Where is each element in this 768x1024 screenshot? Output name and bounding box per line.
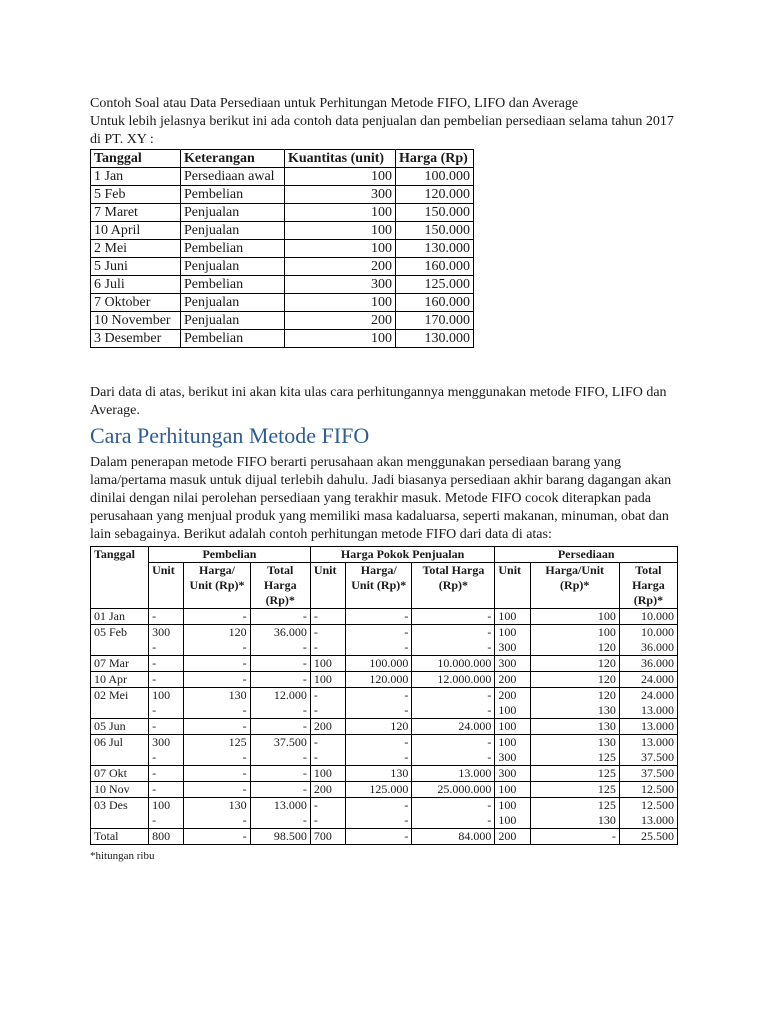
fifo-table-cell: 100: [310, 766, 345, 782]
fifo-table-cell: -: [250, 609, 310, 625]
fifo-table-cell: 05 Jun: [91, 719, 149, 735]
fifo-table-cell: 13.000 -: [250, 798, 310, 829]
fifo-table-cell: 12.500: [619, 782, 677, 798]
fifo-table-cell: 13.000 37.500: [619, 735, 677, 766]
fifo-table-row: [91, 735, 678, 766]
fifo-table-cell: 300 -: [149, 735, 184, 766]
fifo-sub-header: Unit: [310, 563, 345, 609]
table-cell: 5 Feb: [91, 186, 181, 204]
fifo-table-cell: 300 -: [149, 625, 184, 656]
table-row: [91, 168, 474, 186]
table-cell: 160.000: [396, 294, 474, 312]
fifo-table-cell: 130: [530, 719, 619, 735]
fifo-table-row: [91, 719, 678, 735]
fifo-table-cell: 200: [310, 782, 345, 798]
fifo-table-cell: 13.000: [412, 766, 495, 782]
fifo-table-cell: 100 -: [149, 798, 184, 829]
table-row: [91, 294, 474, 312]
fifo-table-cell: 12.000.000: [412, 672, 495, 688]
table-cell: Pembelian: [181, 330, 285, 348]
fifo-table-cell: 01 Jan: [91, 609, 149, 625]
fifo-sub-header: Unit: [149, 563, 184, 609]
fifo-table-cell: 25.000.000: [412, 782, 495, 798]
fifo-table-cell: 37.500: [619, 766, 677, 782]
table-cell: 130.000: [396, 240, 474, 258]
section-heading: Cara Perhitungan Metode FIFO: [90, 423, 370, 448]
fifo-table-cell: 98.500: [250, 829, 310, 845]
fifo-table-cell: 37.500 -: [250, 735, 310, 766]
fifo-header-pembelian: Pembelian: [149, 547, 311, 563]
fifo-table-cell: -: [149, 719, 184, 735]
table-row: [91, 312, 474, 330]
fifo-table-cell: -: [184, 829, 250, 845]
paragraph-fifo-description: Dalam penerapan metode FIFO berarti perusahaan akan menggunakan persediaan barang yang lama/pertama masuk untuk dijual terlebih dahulu. Jadi biasanya persediaan akhir barang dagangan akan dinilai dengan nilai perolehan persediaan yang terakhir masuk. Metode FIFO cocok diterapkan pada perusahaan yang menjual produk yang memiliki masa kadaluarsa, seperti makanan, minuman, obat dan lain sebagainya. Berikut adalah contoh perhitungan metode FIFO dari data di atas:: [90, 455, 672, 542]
fifo-table-cell: -: [250, 782, 310, 798]
table-cell: 100.000: [396, 168, 474, 186]
fifo-table-cell: 07 Mar: [91, 656, 149, 672]
fifo-table-cell: 130: [346, 766, 412, 782]
table-cell: 1 Jan: [91, 168, 181, 186]
transaction-table: [90, 149, 474, 348]
table-cell: 6 Juli: [91, 276, 181, 294]
table-cell: Penjualan: [181, 222, 285, 240]
fifo-table-cell: 13.000: [619, 719, 677, 735]
fifo-table-cell: 200: [495, 672, 530, 688]
table-cell: 150.000: [396, 204, 474, 222]
fifo-table-row: [91, 782, 678, 798]
table-row: [91, 186, 474, 204]
fifo-table-cell: 125.000: [346, 782, 412, 798]
fifo-table-cell: -: [149, 656, 184, 672]
fifo-table-cell: 300: [495, 656, 530, 672]
table-cell: 120.000: [396, 186, 474, 204]
fifo-table-cell: 36.000 -: [250, 625, 310, 656]
table-cell: 100: [285, 204, 396, 222]
fifo-sub-header: Total Harga (Rp)*: [412, 563, 495, 609]
fifo-table-cell: -: [184, 719, 250, 735]
fifo-table-cell: 100: [495, 782, 530, 798]
fifo-table-cell: -: [184, 609, 250, 625]
fifo-table-cell: 100 100: [495, 798, 530, 829]
fifo-table-cell: -: [184, 782, 250, 798]
fifo-table-cell: 130 125: [530, 735, 619, 766]
fifo-table-cell: 300: [495, 766, 530, 782]
fifo-table-cell: - -: [310, 688, 345, 719]
fifo-table-cell: 10.000.000: [412, 656, 495, 672]
table-cell: 7 Oktober: [91, 294, 181, 312]
fifo-sub-header-row: [91, 563, 678, 609]
fifo-table-cell: -: [184, 672, 250, 688]
fifo-table-cell: 100 -: [149, 688, 184, 719]
fifo-table-cell: - -: [346, 625, 412, 656]
header-keterangan: Keterangan: [181, 150, 285, 168]
fifo-header-persediaan: Persediaan: [495, 547, 678, 563]
table-cell: 5 Juni: [91, 258, 181, 276]
table-cell: Pembelian: [181, 186, 285, 204]
table-cell: 2 Mei: [91, 240, 181, 258]
fifo-table-cell: - -: [412, 735, 495, 766]
table-cell: Penjualan: [181, 258, 285, 276]
table-row: [91, 330, 474, 348]
table-row: [91, 276, 474, 294]
fifo-table-cell: -: [310, 609, 345, 625]
table-cell: Penjualan: [181, 204, 285, 222]
fifo-table-cell: -: [530, 829, 619, 845]
fifo-table-cell: 05 Feb: [91, 625, 149, 656]
fifo-table-cell: 10.000 36.000: [619, 625, 677, 656]
fifo-table-cell: 100 120: [530, 625, 619, 656]
fifo-table-row: [91, 798, 678, 829]
fifo-table-cell: 125 -: [184, 735, 250, 766]
fifo-table-row: [91, 656, 678, 672]
table-cell: 100: [285, 330, 396, 348]
fifo-table-cell: 10 Apr: [91, 672, 149, 688]
fifo-table-cell: 02 Mei: [91, 688, 149, 719]
fifo-table-cell: 100: [495, 609, 530, 625]
fifo-table-cell: -: [412, 609, 495, 625]
fifo-table-cell: 10.000: [619, 609, 677, 625]
fifo-table-row: [91, 829, 678, 845]
table-cell: 3 Desember: [91, 330, 181, 348]
fifo-table-cell: -: [250, 672, 310, 688]
fifo-table: [90, 546, 678, 845]
fifo-table-cell: 120: [530, 656, 619, 672]
fifo-sub-header: Harga/Unit (Rp)*: [530, 563, 619, 609]
fifo-table-cell: 100: [495, 719, 530, 735]
fifo-table-cell: 84.000: [412, 829, 495, 845]
fifo-table-cell: - -: [310, 735, 345, 766]
header-tanggal: Tanggal: [91, 150, 181, 168]
fifo-sub-header: Total Harga (Rp)*: [250, 563, 310, 609]
fifo-table-cell: -: [184, 656, 250, 672]
fifo-table-cell: 100: [310, 656, 345, 672]
fifo-table-cell: - -: [310, 625, 345, 656]
fifo-table-cell: Total: [91, 829, 149, 845]
table-cell: 160.000: [396, 258, 474, 276]
table-cell: Penjualan: [181, 294, 285, 312]
document-page: [90, 95, 680, 865]
fifo-table-cell: 100: [530, 609, 619, 625]
table-row: [91, 258, 474, 276]
table-cell: 300: [285, 276, 396, 294]
fifo-table-cell: -: [184, 766, 250, 782]
fifo-table-cell: 120.000: [346, 672, 412, 688]
fifo-table-cell: 12.500 13.000: [619, 798, 677, 829]
table-cell: 10 April: [91, 222, 181, 240]
fifo-table-cell: - -: [412, 798, 495, 829]
fifo-table-cell: 200: [310, 719, 345, 735]
fifo-table-cell: -: [346, 609, 412, 625]
table-cell: 300: [285, 186, 396, 204]
table-cell: 170.000: [396, 312, 474, 330]
fifo-table-cell: -: [149, 672, 184, 688]
table-cell: 100: [285, 222, 396, 240]
table-cell: 10 November: [91, 312, 181, 330]
header-kuantitas: Kuantitas (unit): [285, 150, 396, 168]
table-cell: Persediaan awal: [181, 168, 285, 186]
table-cell: 200: [285, 258, 396, 276]
fifo-table-cell: -: [250, 719, 310, 735]
fifo-table-cell: -: [149, 609, 184, 625]
table-cell: Pembelian: [181, 276, 285, 294]
fifo-table-cell: 100: [310, 672, 345, 688]
fifo-header-tanggal: Tanggal: [91, 547, 149, 609]
fifo-table-cell: 36.000: [619, 656, 677, 672]
fifo-table-cell: 700: [310, 829, 345, 845]
fifo-table-cell: -: [149, 766, 184, 782]
fifo-table-cell: - -: [310, 798, 345, 829]
fifo-table-cell: 800: [149, 829, 184, 845]
fifo-table-cell: 120 -: [184, 625, 250, 656]
fifo-table-cell: - -: [346, 735, 412, 766]
table-row: [91, 240, 474, 258]
fifo-table-cell: 120 130: [530, 688, 619, 719]
table-cell: 100: [285, 240, 396, 258]
fifo-table-cell: 10 Nov: [91, 782, 149, 798]
fifo-table-cell: 24.000 13.000: [619, 688, 677, 719]
fifo-table-row: [91, 766, 678, 782]
fifo-table-cell: 24.000: [619, 672, 677, 688]
fifo-table-cell: 12.000 -: [250, 688, 310, 719]
fifo-table-cell: 120: [530, 672, 619, 688]
fifo-table-cell: -: [346, 829, 412, 845]
table-header-row: [91, 150, 474, 168]
fifo-table-cell: 07 Okt: [91, 766, 149, 782]
fifo-sub-header: Unit: [495, 563, 530, 609]
fifo-table-cell: 25.500: [619, 829, 677, 845]
table-cell: 125.000: [396, 276, 474, 294]
header-harga: Harga (Rp): [396, 150, 474, 168]
fifo-table-cell: 125: [530, 766, 619, 782]
table-cell: 100: [285, 294, 396, 312]
fifo-table-cell: 100 300: [495, 625, 530, 656]
fifo-table-cell: 03 Des: [91, 798, 149, 829]
fifo-table-cell: 125 130: [530, 798, 619, 829]
fifo-table-cell: 200: [495, 829, 530, 845]
fifo-table-cell: -: [149, 782, 184, 798]
fifo-table-cell: 130 -: [184, 688, 250, 719]
fifo-table-cell: - -: [346, 688, 412, 719]
fifo-table-cell: -: [250, 656, 310, 672]
table-row: [91, 222, 474, 240]
fifo-sub-header: Total Harga (Rp)*: [619, 563, 677, 609]
fifo-table-cell: 06 Jul: [91, 735, 149, 766]
intro-line-2: Untuk lebih jelasnya berikut ini ada contoh data penjualan dan pembelian persediaan selama tahun 2017 di PT. XY :: [90, 114, 674, 147]
fifo-table-cell: 120: [346, 719, 412, 735]
paragraph-intro-methods: Dari data di atas, berikut ini akan kita ulas cara perhitungannya menggunakan metode FIFO, LIFO dan Average.: [90, 385, 667, 418]
fifo-table-row: [91, 672, 678, 688]
intro-line-1: Contoh Soal atau Data Persediaan untuk Perhitungan Metode FIFO, LIFO dan Average: [90, 96, 579, 111]
fifo-group-header-row: [91, 547, 678, 563]
fifo-header-hpp: Harga Pokok Penjualan: [310, 547, 495, 563]
fifo-table-cell: 100.000: [346, 656, 412, 672]
table-cell: 200: [285, 312, 396, 330]
table-cell: Penjualan: [181, 312, 285, 330]
fifo-table-cell: - -: [346, 798, 412, 829]
fifo-table-row: [91, 609, 678, 625]
table-cell: 100: [285, 168, 396, 186]
table-cell: Pembelian: [181, 240, 285, 258]
fifo-sub-header: Harga/ Unit (Rp)*: [346, 563, 412, 609]
table-row: [91, 204, 474, 222]
table-cell: 7 Maret: [91, 204, 181, 222]
fifo-table-cell: 24.000: [412, 719, 495, 735]
fifo-table-cell: - -: [412, 688, 495, 719]
fifo-table-row: [91, 625, 678, 656]
fifo-table-cell: 200 100: [495, 688, 530, 719]
fifo-table-row: [91, 688, 678, 719]
table-cell: 130.000: [396, 330, 474, 348]
fifo-table-cell: -: [250, 766, 310, 782]
fifo-table-cell: 100 300: [495, 735, 530, 766]
footnote: *hitungan ribu: [90, 850, 155, 862]
fifo-table-cell: 125: [530, 782, 619, 798]
fifo-table-cell: 130 -: [184, 798, 250, 829]
fifo-table-cell: - -: [412, 625, 495, 656]
table-cell: 150.000: [396, 222, 474, 240]
fifo-sub-header: Harga/ Unit (Rp)*: [184, 563, 250, 609]
